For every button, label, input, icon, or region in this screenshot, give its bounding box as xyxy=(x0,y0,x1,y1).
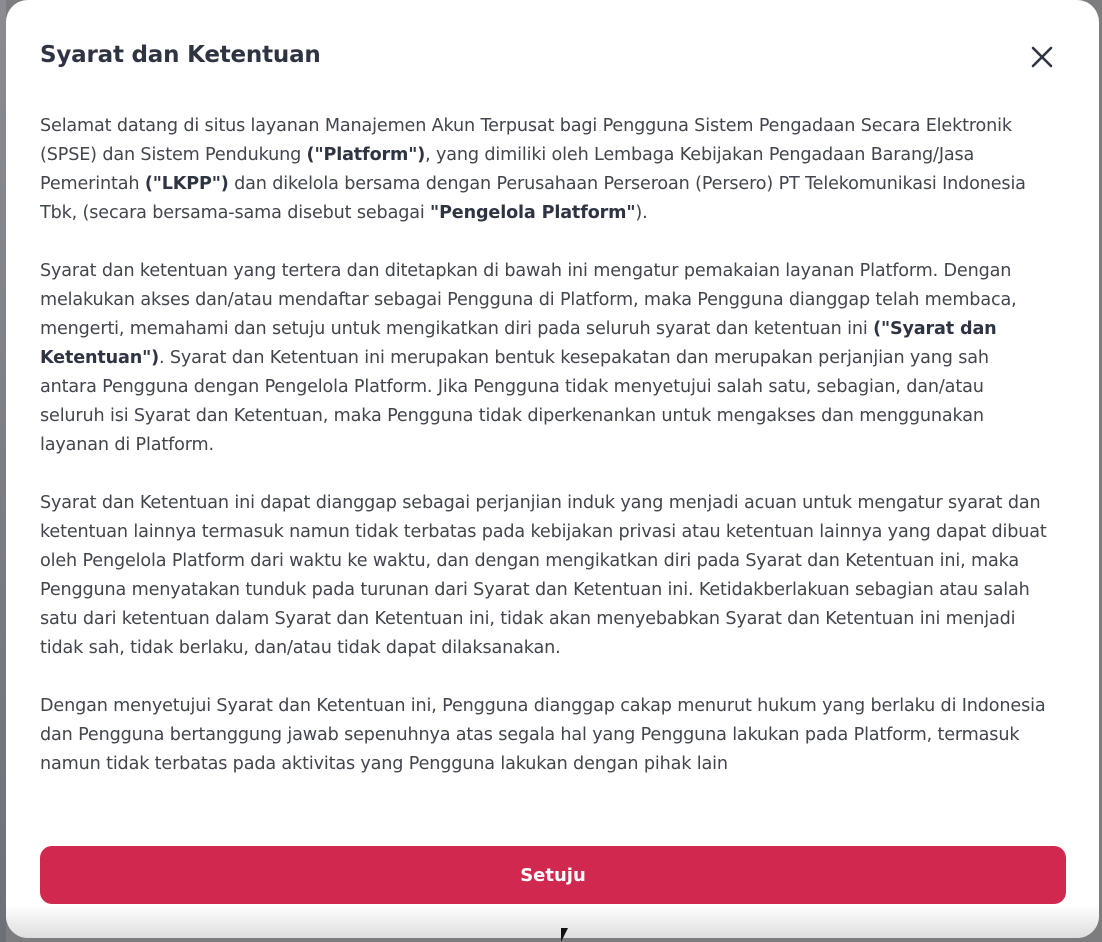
bold-term-lkpp: ("LKPP") xyxy=(144,174,229,194)
text-segment: ). xyxy=(635,203,648,223)
terms-paragraph-1 xyxy=(40,112,1050,228)
text-segment: , yang dimiliki oleh Lembaga Kebijakan Pengadaan Barang/Jasa Pemerintah xyxy=(40,145,975,194)
bold-term-pengelola: "Pengelola Platform" xyxy=(430,203,636,223)
mouse-cursor-icon xyxy=(561,928,568,942)
text-segment: dan dikelola bersama dengan Perusahaan Perseroan (Persero) PT Telekomunikasi Indonesia Tbk, (secara bersama-sama disebut sebagai xyxy=(40,174,1026,223)
text-segment: Syarat dan Ketentuan ini dapat dianggap sebagai perjanjian induk yang menjadi acuan untuk mengatur syarat dan ketentuan lainnya termasuk namun tidak terbatas pada kebijakan privasi atau ketentuan lainnya yang dapat dibuat oleh Pengelola Platform dari waktu ke waktu, dan dengan mengikatkan diri pada Syarat dan Ketentuan ini, maka Pengguna menyatakan tunduk pada turunan dari Syarat dan Ketentuan ini. Ketidakberlakuan sebagian atau salah satu dari ketentuan dalam Syarat dan Ketentuan ini, tidak akan menyebabkan Syarat dan Ketentuan ini menjadi tidak sah, tidak berlaku, dan/atau tidak dapat dilaksanakan. xyxy=(40,493,1047,658)
terms-modal xyxy=(6,0,1099,938)
modal-footer xyxy=(40,846,1066,904)
terms-content[interactable] xyxy=(40,112,1050,824)
agree-button[interactable]: Setuju xyxy=(40,846,1066,904)
bold-term-platform: ("Platform") xyxy=(306,145,426,165)
text-segment: Dengan menyetujui Syarat dan Ketentuan ini, Pengguna dianggap cakap menurut hukum yang berlaku di Indonesia dan Pengguna bertanggung jawab sepenuhnya atas segala hal yang Pengguna lakukan pada Platform, termasuk namun tidak terbatas pada aktivitas yang Pengguna lakukan dengan pihak lain xyxy=(40,696,1046,774)
terms-paragraph-2 xyxy=(40,257,1050,460)
close-button[interactable] xyxy=(1025,40,1059,74)
close-icon xyxy=(1031,46,1053,68)
text-segment: Selamat datang di situs layanan Manajemen Akun Terpusat bagi Pengguna Sistem Pengadaan Secara Elektronik (SPSE) dan Sistem Pendukung xyxy=(40,116,1012,165)
text-segment: . Syarat dan Ketentuan ini merupakan bentuk kesepakatan dan merupakan perjanjian yang sah antara Pengguna dengan Pengelola Platform. Jika Pengguna tidak menyetujui salah satu, sebagian, dan/atau seluruh isi Syarat dan Ketentuan, maka Pengguna tidak diperkenankan untuk mengakses dan menggunakan layanan di Platform. xyxy=(40,348,989,455)
terms-paragraph-3 xyxy=(40,489,1050,663)
text-segment: Syarat dan ketentuan yang tertera dan ditetapkan di bawah ini mengatur pemakaian layanan Platform. Dengan melakukan akses dan/atau mendaftar sebagai Pengguna di Platform, maka Pengguna dianggap telah membaca, mengerti, memahami dan setuju untuk mengikatkan diri pada seluruh syarat dan ketentuan ini xyxy=(40,261,1017,339)
terms-paragraph-4 xyxy=(40,692,1050,779)
modal-title: Syarat dan Ketentuan xyxy=(40,42,321,68)
bold-term-syarat: ("Syarat dan Ketentuan") xyxy=(40,319,997,368)
modal-header xyxy=(40,38,1065,74)
